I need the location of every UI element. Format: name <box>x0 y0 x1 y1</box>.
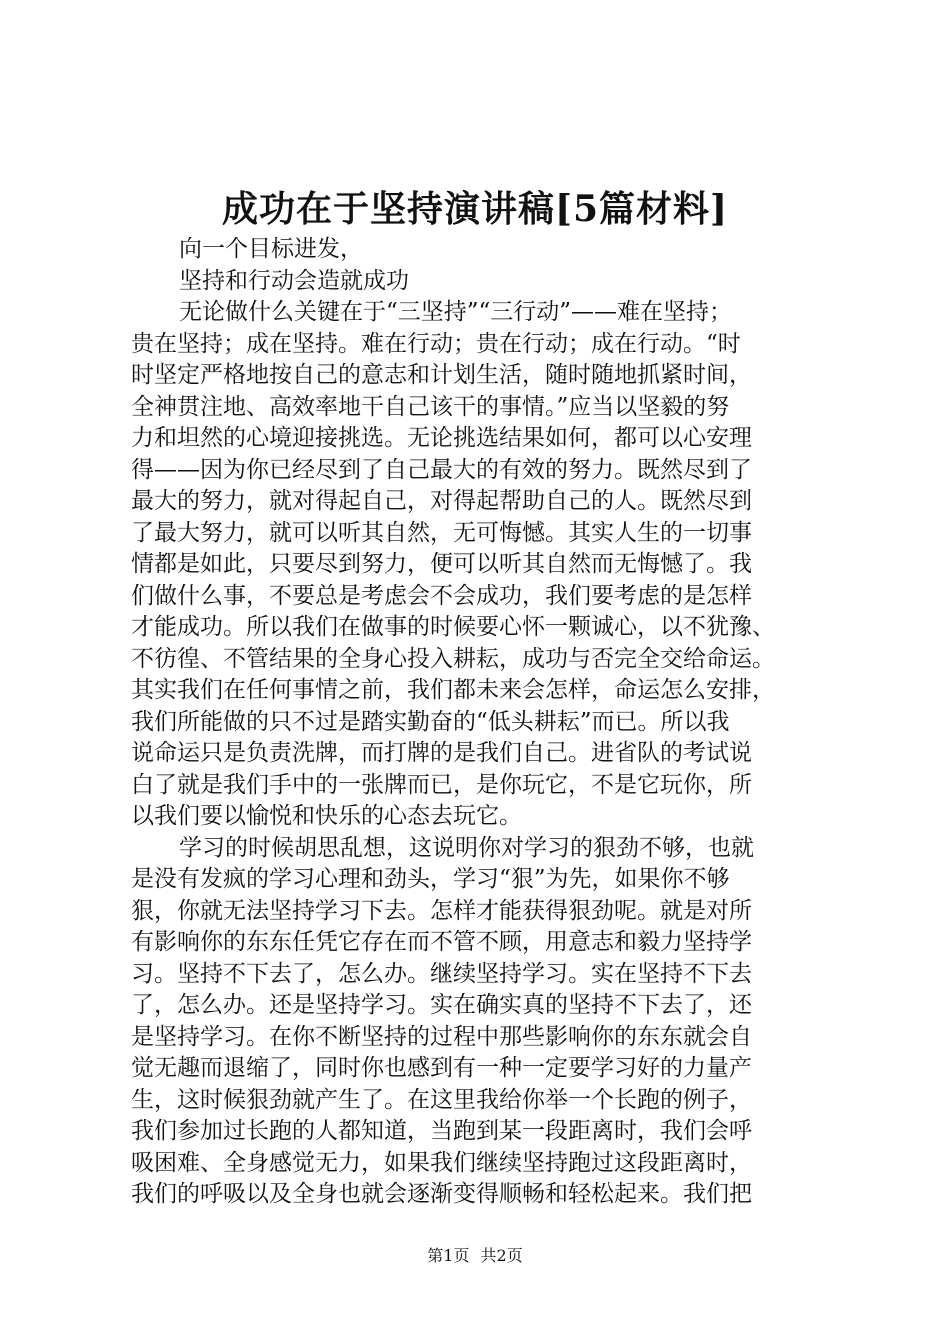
text-line: 觉无趣而退缩了，同时你也感到有一种一定要学习好的力量产 <box>131 1055 752 1081</box>
text-line: 了最大努力，就可以听其自然，无可悔憾。其实人生的一切事 <box>131 519 752 546</box>
page-number-current: 第1页 <box>427 1246 470 1265</box>
text-line: 才能成功。所以我们在做事的时候要心怀一颗诚心，以不犹豫、 <box>131 614 775 640</box>
text-line: 贵在坚持；成在坚持。难在行动；贵在行动；成在行动。“时 <box>131 330 741 357</box>
text-line: 生，这时候狠劲就产生了。在这里我给你举一个长跑的例子， <box>131 1086 752 1113</box>
text-line: 有影响你的东东任凭它存在而不管不顾，用意志和毅力坚持学 <box>131 929 752 955</box>
page-footer <box>0 1244 950 1268</box>
text-line: 以我们要以愉悦和快乐的心态去玩它。 <box>131 803 522 829</box>
text-line: 其实我们在任何事情之前，我们都未来会怎样，命运怎么安排， <box>131 677 775 703</box>
text-line: 我们所能做的只不过是踏实勤奋的“低头耕耘”而已。所以我 <box>131 708 730 735</box>
text-line: 狠，你就无法坚持学习下去。怎样才能获得狠劲呢。就是对所 <box>131 897 752 924</box>
text-line: 时坚定严格地按自己的意志和计划生活，随时随地抓紧时间， <box>131 362 752 388</box>
text-line: 无论做什么关键在于“三坚持”“三行动”——难在坚持； <box>179 299 733 325</box>
text-line: 是坚持学习。在你不断坚持的过程中那些影响你的东东就会自 <box>131 1023 752 1050</box>
text-line: 向一个目标进发， <box>179 236 363 262</box>
page-number-total: 共2页 <box>480 1246 523 1265</box>
text-line: 情都是如此，只要尽到努力，便可以听其自然而无悔憾了。我 <box>131 551 752 577</box>
text-line: 吸困难、全身感觉无力，如果我们继续坚持跑过这段距离时， <box>131 1149 752 1176</box>
text-line: 力和坦然的心境迎接挑选。无论挑选结果如何，都可以心安理 <box>131 425 752 451</box>
text-line: 说命运只是负责洗牌，而打牌的是我们自己。进省队的考试说 <box>131 740 752 766</box>
text-line: 白了就是我们手中的一张牌而已，是你玩它，不是它玩你，所 <box>131 771 752 798</box>
document-title: 成功在于坚持演讲稿[5篇材料] <box>221 188 729 230</box>
text-line: 了，怎么办。还是坚持学习。实在确实真的坚持不下去了，还 <box>131 992 752 1018</box>
text-line: 全神贯注地、高效率地干自己该干的事情。”应当以坚毅的努 <box>131 393 730 420</box>
text-line: 坚持和行动会造就成功 <box>179 267 409 294</box>
text-line: 我们的呼吸以及全身也就会逐渐变得顺畅和轻松起来。我们把 <box>131 1181 752 1207</box>
text-line: 习。坚持不下去了，怎么办。继续坚持学习。实在坚持不下去 <box>131 960 752 987</box>
text-line: 们做什么事，不要总是考虑会不会成功，我们要考虑的是怎样 <box>131 582 752 609</box>
text-line: 得——因为你已经尽到了自己最大的有效的努力。既然尽到了 <box>131 456 752 483</box>
text-line: 不彷徨、不管结果的全身心投入耕耘，成功与否完全交给命运。 <box>131 645 775 672</box>
text-line: 最大的努力，就对得起自己，对得起帮助自己的人。既然尽到 <box>131 488 752 514</box>
text-line: 我们参加过长跑的人都知道，当跑到某一段距离时，我们会呼 <box>131 1118 752 1144</box>
text-line: 学习的时候胡思乱想，这说明你对学习的狠劲不够，也就 <box>179 834 754 861</box>
text-line: 是没有发疯的学习心理和劲头，学习“狠”为先，如果你不够 <box>131 866 730 892</box>
document-body <box>131 234 851 1211</box>
